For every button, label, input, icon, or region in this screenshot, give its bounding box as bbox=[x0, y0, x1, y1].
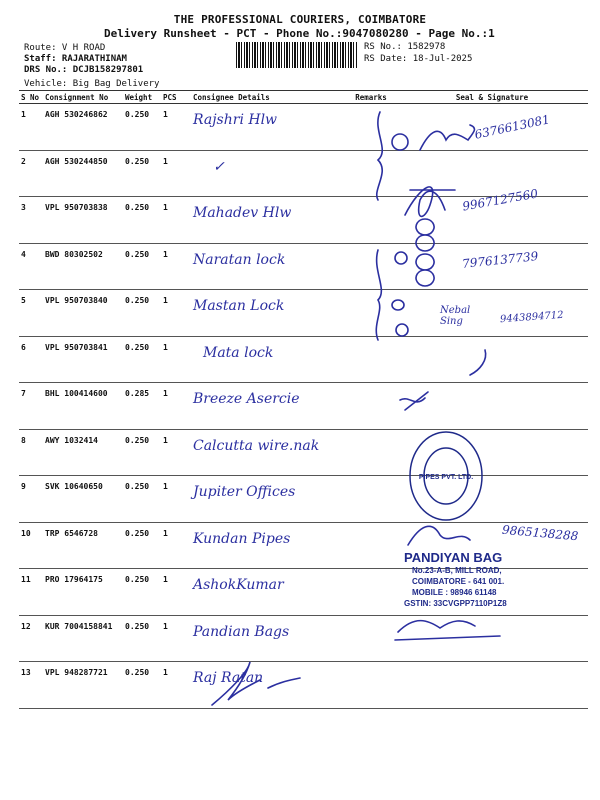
table-row bbox=[19, 429, 588, 476]
pcs-cell: 1 bbox=[161, 615, 191, 662]
handwritten-phone-3: 7976137739 bbox=[461, 249, 539, 271]
consignee-cell bbox=[191, 522, 346, 569]
col-pcs: PCS bbox=[161, 91, 191, 104]
table-row bbox=[19, 615, 588, 662]
consignee-cell bbox=[191, 104, 346, 151]
signature-cell bbox=[396, 662, 588, 709]
consignee-cell bbox=[191, 383, 346, 430]
pcs-cell: 1 bbox=[161, 429, 191, 476]
signature-cell bbox=[396, 615, 588, 662]
sno-cell: 7 bbox=[19, 383, 43, 430]
remarks-cell bbox=[346, 662, 396, 709]
weight-cell: 0.285 bbox=[123, 383, 161, 430]
signature-cell bbox=[396, 383, 588, 430]
sno-cell: 5 bbox=[19, 290, 43, 337]
consignment-cell: VPL 950703841 bbox=[43, 336, 123, 383]
col-weight: Weight bbox=[123, 91, 161, 104]
pcs-cell: 1 bbox=[161, 150, 191, 197]
consignee-handwriting: ✓ bbox=[213, 158, 225, 175]
consignee-cell bbox=[191, 197, 346, 244]
sno-cell: 9 bbox=[19, 476, 43, 523]
consignee-cell bbox=[191, 476, 346, 523]
consignment-cell: KUR 7004158841 bbox=[43, 615, 123, 662]
runsheet-subtitle: Delivery Runsheet - PCT - Phone No.:9047080280 - Page No.:1 bbox=[104, 27, 495, 40]
pcs-cell: 1 bbox=[161, 104, 191, 151]
pcs-cell: 1 bbox=[161, 290, 191, 337]
weight-cell: 0.250 bbox=[123, 336, 161, 383]
table-row bbox=[19, 150, 588, 197]
remarks-cell bbox=[346, 615, 396, 662]
consignee-cell bbox=[191, 662, 346, 709]
sno-cell: 11 bbox=[19, 569, 43, 616]
consignee-handwriting: AshokKumar bbox=[193, 577, 284, 593]
sno-cell: 13 bbox=[19, 662, 43, 709]
remarks-cell bbox=[346, 336, 396, 383]
signature-cell bbox=[396, 150, 588, 197]
pcs-cell: 1 bbox=[161, 476, 191, 523]
consignee-handwriting: Pandian Bags bbox=[193, 623, 290, 640]
stamp-name: PANDIYAN BAG bbox=[404, 550, 503, 565]
stamp-address2: COIMBATORE - 641 001. bbox=[412, 577, 505, 586]
weight-cell: 0.250 bbox=[123, 569, 161, 616]
consignee-handwriting: Jupiter Offices bbox=[193, 484, 296, 500]
col-consignee: Consignee Details bbox=[191, 91, 346, 104]
consignee-cell bbox=[191, 150, 346, 197]
table-row bbox=[19, 476, 588, 523]
col-remarks: Remarks bbox=[346, 91, 396, 104]
consignment-cell: TRP 6546728 bbox=[43, 522, 123, 569]
remarks-cell bbox=[346, 383, 396, 430]
route-label: Route: V H ROAD bbox=[24, 43, 106, 53]
remarks-cell bbox=[346, 476, 396, 523]
consignment-cell: PRO 17964175 bbox=[43, 569, 123, 616]
round-company-seal bbox=[405, 428, 487, 524]
table-row bbox=[19, 662, 588, 709]
consignment-cell: SVK 10640650 bbox=[43, 476, 123, 523]
company-stamp bbox=[404, 550, 507, 609]
company-title: THE PROFESSIONAL COURIERS, COIMBATORE bbox=[173, 13, 427, 26]
weight-cell: 0.250 bbox=[123, 522, 161, 569]
weight-cell: 0.250 bbox=[123, 104, 161, 151]
weight-cell: 0.250 bbox=[123, 197, 161, 244]
weight-cell: 0.250 bbox=[123, 290, 161, 337]
handwritten-phone-1: 6376613081 bbox=[473, 112, 551, 142]
consignee-handwriting: Mastan Lock bbox=[193, 298, 285, 314]
rs-info bbox=[364, 41, 472, 65]
consignment-cell: AGH 530244850 bbox=[43, 150, 123, 197]
remarks-cell bbox=[346, 290, 396, 337]
consignee-handwriting: Kundan Pipes bbox=[193, 530, 291, 547]
rs-date: RS Date: 18-Jul-2025 bbox=[364, 54, 473, 64]
sno-cell: 12 bbox=[19, 615, 43, 662]
weight-cell: 0.250 bbox=[123, 662, 161, 709]
pcs-cell: 1 bbox=[161, 243, 191, 290]
consignee-handwriting: Calcutta wire.nak bbox=[193, 437, 320, 454]
consignment-cell: VPL 950703840 bbox=[43, 290, 123, 337]
consignment-cell: BWD 80302502 bbox=[43, 243, 123, 290]
sno-cell: 6 bbox=[19, 336, 43, 383]
sno-cell: 10 bbox=[19, 522, 43, 569]
col-signature: Seal & Signature bbox=[396, 91, 588, 104]
remarks-cell bbox=[346, 150, 396, 197]
runsheet-table bbox=[19, 90, 588, 709]
consignee-cell bbox=[191, 243, 346, 290]
pcs-cell: 1 bbox=[161, 522, 191, 569]
signature-cell bbox=[396, 336, 588, 383]
handwritten-name-nebal: Nebal Sing bbox=[440, 305, 471, 327]
pcs-cell: 1 bbox=[161, 197, 191, 244]
weight-cell: 0.250 bbox=[123, 476, 161, 523]
col-consignment: Consignment No bbox=[43, 91, 123, 104]
sno-cell: 4 bbox=[19, 243, 43, 290]
round-seal-text: PIPES PVT. LTD. bbox=[418, 474, 474, 481]
consignee-cell bbox=[191, 615, 346, 662]
consignee-handwriting: Breeze Asercie bbox=[193, 391, 300, 407]
vehicle-label: Vehicle: Big Bag Delivery bbox=[24, 79, 160, 89]
weight-cell: 0.250 bbox=[123, 243, 161, 290]
consignee-cell bbox=[191, 429, 346, 476]
stamp-mobile: MOBILE : 98946 61148 bbox=[412, 588, 497, 597]
consignee-handwriting: Rajshri Hlw bbox=[193, 112, 278, 128]
pcs-cell: 1 bbox=[161, 662, 191, 709]
consignment-cell: AGH 530246862 bbox=[43, 104, 123, 151]
barcode bbox=[236, 42, 358, 68]
consignment-cell: BHL 100414600 bbox=[43, 383, 123, 430]
weight-cell: 0.250 bbox=[123, 429, 161, 476]
handwritten-phone-4: 9443894712 bbox=[499, 309, 564, 326]
drs-label: DRS No.: DCJB158297801 bbox=[24, 65, 144, 75]
consignee-cell bbox=[191, 569, 346, 616]
consignment-cell: VPL 950703838 bbox=[43, 197, 123, 244]
remarks-cell bbox=[346, 104, 396, 151]
table-row bbox=[19, 336, 588, 383]
table-row bbox=[19, 383, 588, 430]
rs-no: RS No.: 1582978 bbox=[364, 42, 446, 52]
sno-cell: 8 bbox=[19, 429, 43, 476]
stamp-gstin: GSTIN: 33CVGPP7110P1Z8 bbox=[404, 599, 507, 608]
weight-cell: 0.250 bbox=[123, 615, 161, 662]
sno-cell: 1 bbox=[19, 104, 43, 151]
consignee-handwriting: Mata lock bbox=[203, 344, 274, 361]
consignment-cell: VPL 948287721 bbox=[43, 662, 123, 709]
remarks-cell bbox=[346, 197, 396, 244]
consignee-handwriting: Naratan lock bbox=[193, 251, 286, 268]
consignee-cell bbox=[191, 290, 346, 337]
table-header bbox=[19, 91, 588, 104]
consignment-cell: AWY 1032414 bbox=[43, 429, 123, 476]
staff-label: Staff: RAJARATHINAM bbox=[24, 54, 127, 64]
meta-left bbox=[24, 43, 143, 76]
pcs-cell: 1 bbox=[161, 383, 191, 430]
remarks-cell bbox=[346, 429, 396, 476]
pcs-cell: 1 bbox=[161, 336, 191, 383]
consignee-cell bbox=[191, 336, 346, 383]
handwritten-phone-2: 9967127560 bbox=[461, 186, 539, 214]
consignee-handwriting: Mahadev Hlw bbox=[193, 205, 292, 221]
col-sno: S No bbox=[19, 91, 43, 104]
stamp-address1: No.23-A-B, MILL ROAD, bbox=[412, 566, 502, 575]
weight-cell: 0.250 bbox=[123, 150, 161, 197]
consignee-handwriting: Raj Ratan bbox=[193, 670, 264, 686]
remarks-cell bbox=[346, 243, 396, 290]
sno-cell: 3 bbox=[19, 197, 43, 244]
remarks-cell bbox=[346, 522, 396, 569]
pcs-cell: 1 bbox=[161, 569, 191, 616]
sno-cell: 2 bbox=[19, 150, 43, 197]
table-row bbox=[19, 290, 588, 337]
remarks-cell bbox=[346, 569, 396, 616]
handwritten-phone-5: 9865138288 bbox=[501, 522, 579, 544]
